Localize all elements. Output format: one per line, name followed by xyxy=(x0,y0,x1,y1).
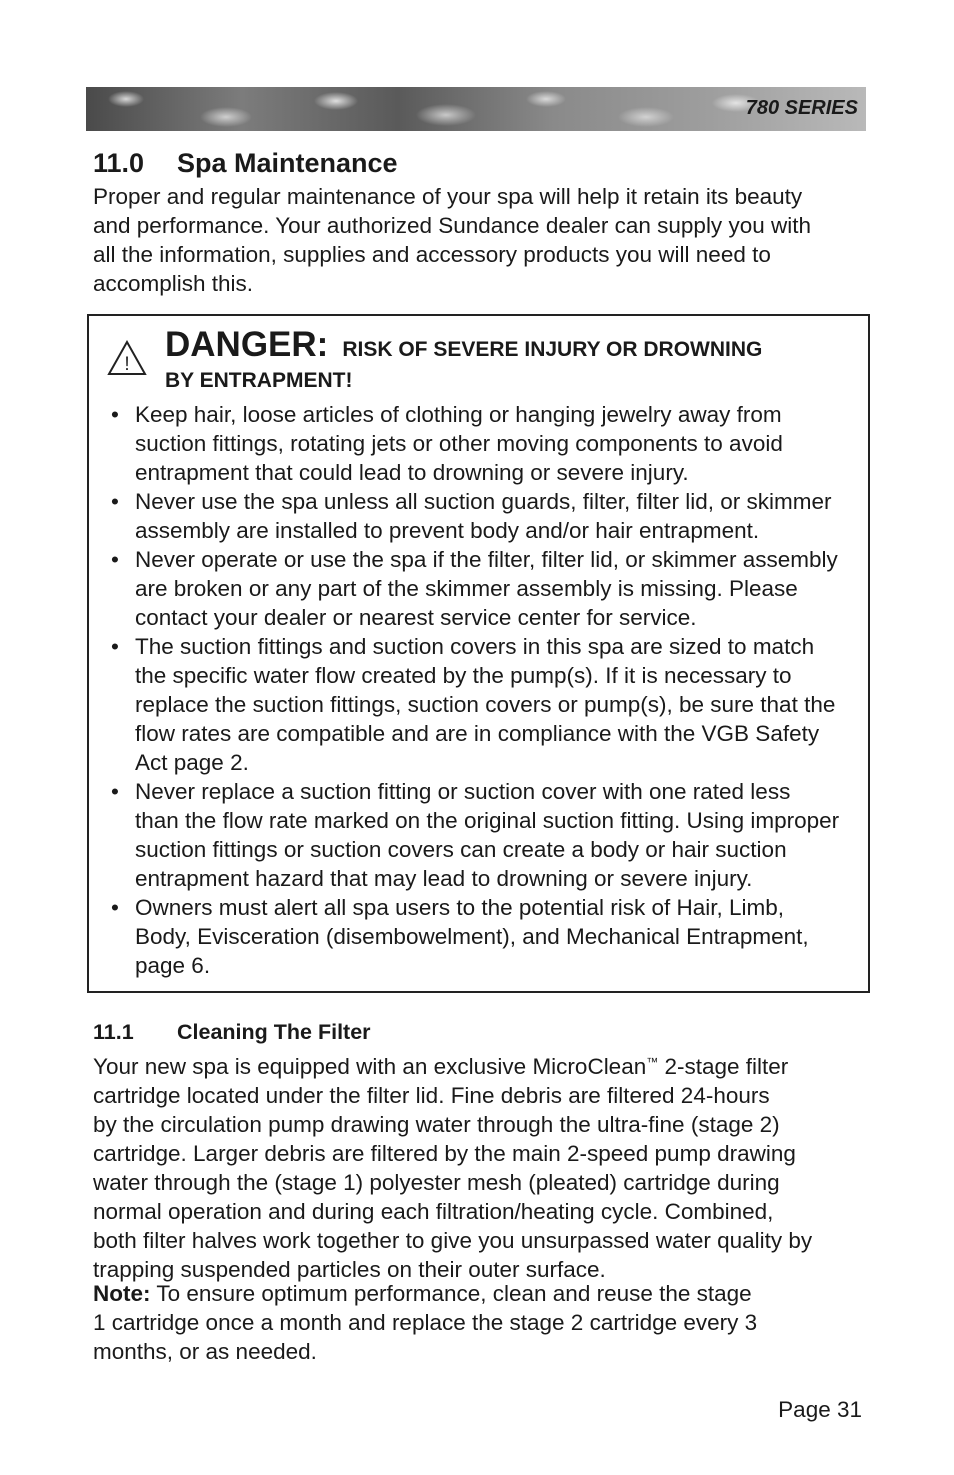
bullet-line: suction fittings, rotating jets or other moving components to avoid xyxy=(135,431,783,456)
page-number: Page 31 xyxy=(778,1397,862,1422)
subsection-title: Cleaning The Filter xyxy=(177,1020,371,1044)
warning-triangle-icon xyxy=(107,340,147,376)
bullet-line: Body, Evisceration (disembowelment), and Mechanical Entrapment, xyxy=(135,924,809,949)
section-title: Spa Maintenance xyxy=(177,148,398,178)
bullet-line: page 6. xyxy=(135,953,211,978)
intro-line: and performance. Your authorized Sundance dealer can supply you with xyxy=(93,213,811,238)
bullet-line: • Keep hair, loose articles of clothing or hanging jewelry away from xyxy=(135,402,782,427)
filter-line: by the circulation pump drawing water through the ultra-fine (stage 2) xyxy=(93,1112,780,1137)
filter-line-start: Your new spa is equipped with an exclusive MicroClean xyxy=(93,1054,647,1079)
bullet-line: are broken or any part of the skimmer assembly is missing. Please xyxy=(135,576,798,601)
bullet-line: assembly are installed to prevent body and/or hair entrapment. xyxy=(135,518,760,543)
bullet-line: • Never replace a suction fitting or suction cover with one rated less xyxy=(135,779,791,804)
filter-line xyxy=(93,1048,873,1081)
note-line: months, or as needed. xyxy=(93,1339,317,1364)
svg-text:!: ! xyxy=(124,354,130,375)
bullet-line: replace the suction fittings, suction covers or pump(s), be sure that the xyxy=(135,692,836,717)
bullet-line: than the flow rate marked on the original suction fitting. Using improper xyxy=(135,808,840,833)
filter-line: cartridge. Larger debris are filtered by the main 2-speed pump drawing xyxy=(93,1141,796,1166)
danger-bullet xyxy=(109,632,859,777)
danger-bullet-list xyxy=(109,400,859,980)
bullet-line: Act page 2. xyxy=(135,750,249,775)
note-line: 1 cartridge once a month and replace the stage 2 cartridge every 3 xyxy=(93,1310,758,1335)
danger-word: DANGER: xyxy=(165,325,329,364)
trademark-symbol: ™ xyxy=(646,1055,659,1069)
danger-bullet xyxy=(109,487,859,545)
danger-box xyxy=(87,314,870,993)
bullet-line: • Never operate or use the spa if the filter, filter lid, or skimmer assembly xyxy=(135,547,838,572)
filter-line-end: 2-stage filter xyxy=(658,1054,789,1079)
note-line xyxy=(93,1279,873,1308)
danger-bullet xyxy=(109,777,859,893)
bullet-line: flow rates are compatible and are in compliance with the VGB Safety xyxy=(135,721,820,746)
bullet-line: • Never use the spa unless all suction guards, filter, filter lid, or skimmer xyxy=(135,489,832,514)
intro-line: Proper and regular maintenance of your spa will help it retain its beauty xyxy=(93,184,803,209)
filter-line: normal operation and during each filtration/heating cycle. Combined, xyxy=(93,1199,774,1224)
bullet-line: contact your dealer or nearest service center for service. xyxy=(135,605,697,630)
filter-line: trapping suspended particles on their outer surface. xyxy=(93,1257,606,1282)
danger-subtitle: RISK OF SEVERE INJURY OR DROWNING xyxy=(342,338,763,361)
note-label: Note: xyxy=(93,1281,151,1306)
bullet-line: entrapment that could lead to drowning or severe injury. xyxy=(135,460,689,485)
intro-paragraph xyxy=(93,182,873,298)
header-banner xyxy=(86,87,866,131)
filter-line: both filter halves work together to give you unsurpassed water quality by xyxy=(93,1228,813,1253)
danger-bullet xyxy=(109,400,859,487)
danger-heading xyxy=(165,325,855,395)
filter-line: cartridge located under the filter lid. Fine debris are filtered 24-hours xyxy=(93,1083,770,1108)
bullet-line: the specific water flow created by the pump(s). If it is necessary to xyxy=(135,663,792,688)
section-number: 11.0 xyxy=(93,148,145,178)
note-text: To ensure optimum performance, clean and reuse the stage xyxy=(150,1281,752,1306)
bullet-line: • Owners must alert all spa users to the potential risk of Hair, Limb, xyxy=(135,895,785,920)
danger-bullet xyxy=(109,893,859,980)
intro-line: all the information, supplies and accessory products you will need to xyxy=(93,242,771,267)
subsection-heading xyxy=(93,1020,371,1045)
section-heading xyxy=(93,148,398,179)
subsection-number: 11.1 xyxy=(93,1020,134,1044)
filter-line: water through the (stage 1) polyester mesh (pleated) cartridge during xyxy=(93,1170,780,1195)
filter-paragraph xyxy=(93,1048,873,1284)
series-label: 780 SERIES xyxy=(745,97,858,119)
danger-bullet xyxy=(109,545,859,632)
bullet-line: • The suction fittings and suction covers in this spa are sized to match xyxy=(135,634,815,659)
danger-subtitle: BY ENTRAPMENT! xyxy=(165,369,353,392)
note-paragraph xyxy=(93,1279,873,1366)
intro-line: accomplish this. xyxy=(93,271,254,296)
bullet-line: entrapment hazard that may lead to drowning or severe injury. xyxy=(135,866,753,891)
bullet-line: suction fittings or suction covers can create a body or hair suction xyxy=(135,837,787,862)
